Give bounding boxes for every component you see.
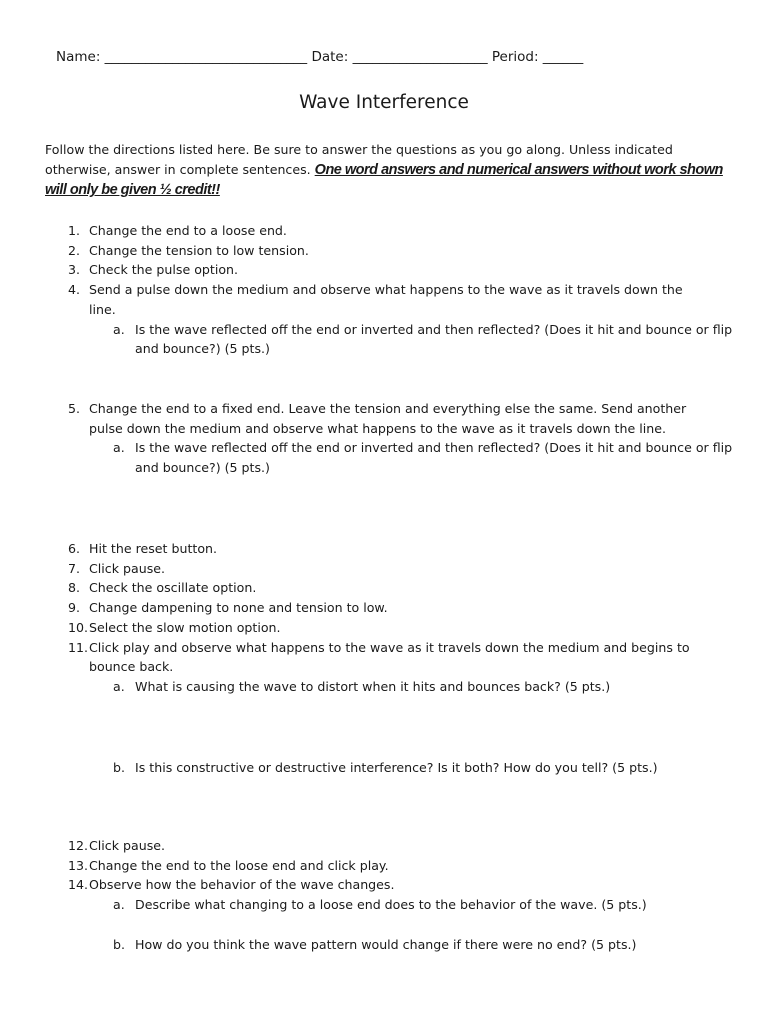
question-letter: a. [113, 678, 125, 694]
item-number: 2. [68, 242, 81, 258]
list-item-3 [0, 260, 709, 280]
steps-group-2 [0, 399, 768, 478]
question-text: Describe what changing to a loose end does to the behavior of the wave. (5 pts.) [135, 897, 647, 913]
steps-group-1 [0, 221, 768, 359]
steps-group-3 [0, 539, 768, 697]
question-14a [0, 895, 735, 915]
steps-group-4 [0, 836, 768, 915]
list-item-7 [0, 559, 709, 579]
item-text: Check the oscillate option. [89, 580, 257, 596]
question-text: What is causing the wave to distort when it hits and bounces back? (5 pts.) [135, 678, 611, 694]
intro-text: Follow the directions listed here. Be sure to answer the questions as you go along. Unless indicated otherwise, answer in complete sentences. [45, 142, 673, 177]
question-11b [0, 758, 735, 778]
item-number: 9. [68, 600, 81, 616]
question-letter: a. [113, 440, 125, 456]
question-11a [0, 677, 735, 697]
item-number: 14. [68, 877, 89, 893]
list-item-10 [0, 618, 709, 638]
item-number: 10. [68, 619, 89, 635]
item-number: 8. [68, 580, 81, 596]
list-item-8 [0, 578, 709, 598]
list-item-14 [0, 875, 709, 895]
question-4a [0, 320, 735, 359]
list-item-5 [0, 399, 709, 438]
question-text: Is this constructive or destructive interference? Is it both? How do you tell? (5 pts.) [135, 760, 658, 775]
list-item-13 [0, 856, 709, 876]
question-letter: a. [113, 321, 125, 337]
item-text: Change the end to a loose end. [89, 223, 287, 238]
intro-paragraph [45, 140, 735, 201]
credit-warning: One word answers and numerical answers without work shown will only be given ½ credit!! [45, 161, 723, 199]
list-item-4 [0, 280, 709, 319]
item-number: 7. [68, 560, 81, 576]
question-text: How do you think the wave pattern would change if there were no end? (5 pts.) [135, 937, 637, 952]
item-number: 12. [68, 838, 89, 853]
list-item-11 [0, 638, 709, 677]
item-text: Observe how the behavior of the wave changes. [89, 877, 395, 893]
item-text: Change the end to a fixed end. Leave the tension and everything else the same. Send another pulse down the medium and observe what happens to the wave as it travels down the line. [89, 401, 687, 436]
item-text: Click pause. [89, 560, 166, 576]
question-text: Is the wave reflected off the end or inverted and then reflected? (Does it hit and bounce or flip and bounce?) (5 pts.) [135, 440, 733, 476]
question-5a [0, 438, 735, 477]
item-number: 1. [68, 223, 81, 238]
item-number: 5. [68, 401, 81, 416]
question-letter: b. [113, 937, 125, 952]
item-text: Check the pulse option. [89, 262, 239, 278]
item-number: 11. [68, 639, 89, 655]
question-letter: a. [113, 897, 125, 913]
item-text: Select the slow motion option. [89, 619, 281, 635]
name-date-period-line: Name: ______________________________ Date: ____________________ Period: ______ [56, 49, 584, 65]
question-14b [0, 935, 735, 955]
question-text: Is the wave reflected off the end or inverted and then reflected? (Does it hit and bounce or flip and bounce?) (5 pts.) [135, 321, 733, 357]
list-item-12 [0, 836, 709, 856]
item-number: 13. [68, 857, 89, 873]
item-number: 6. [68, 541, 81, 556]
list-item-2 [0, 241, 709, 261]
item-text: Click play and observe what happens to the wave as it travels down the medium and begins to bounce back. [89, 639, 690, 675]
list-item-1 [0, 221, 709, 241]
item-text: Change the end to the loose end and click play. [89, 857, 389, 873]
item-text: Change dampening to none and tension to low. [89, 600, 388, 616]
item-number: 4. [68, 282, 81, 298]
item-text: Click pause. [89, 838, 166, 853]
item-number: 3. [68, 262, 81, 278]
steps-group-3b [0, 758, 768, 778]
item-text: Hit the reset button. [89, 541, 218, 556]
item-text: Send a pulse down the medium and observe what happens to the wave as it travels down the line. [89, 282, 683, 317]
list-item-9 [0, 598, 709, 618]
steps-group-4b [0, 935, 768, 955]
list-item-6 [0, 539, 709, 559]
item-text: Change the tension to low tension. [89, 242, 309, 258]
question-letter: b. [113, 760, 125, 775]
page-title: Wave Interference [299, 92, 469, 113]
